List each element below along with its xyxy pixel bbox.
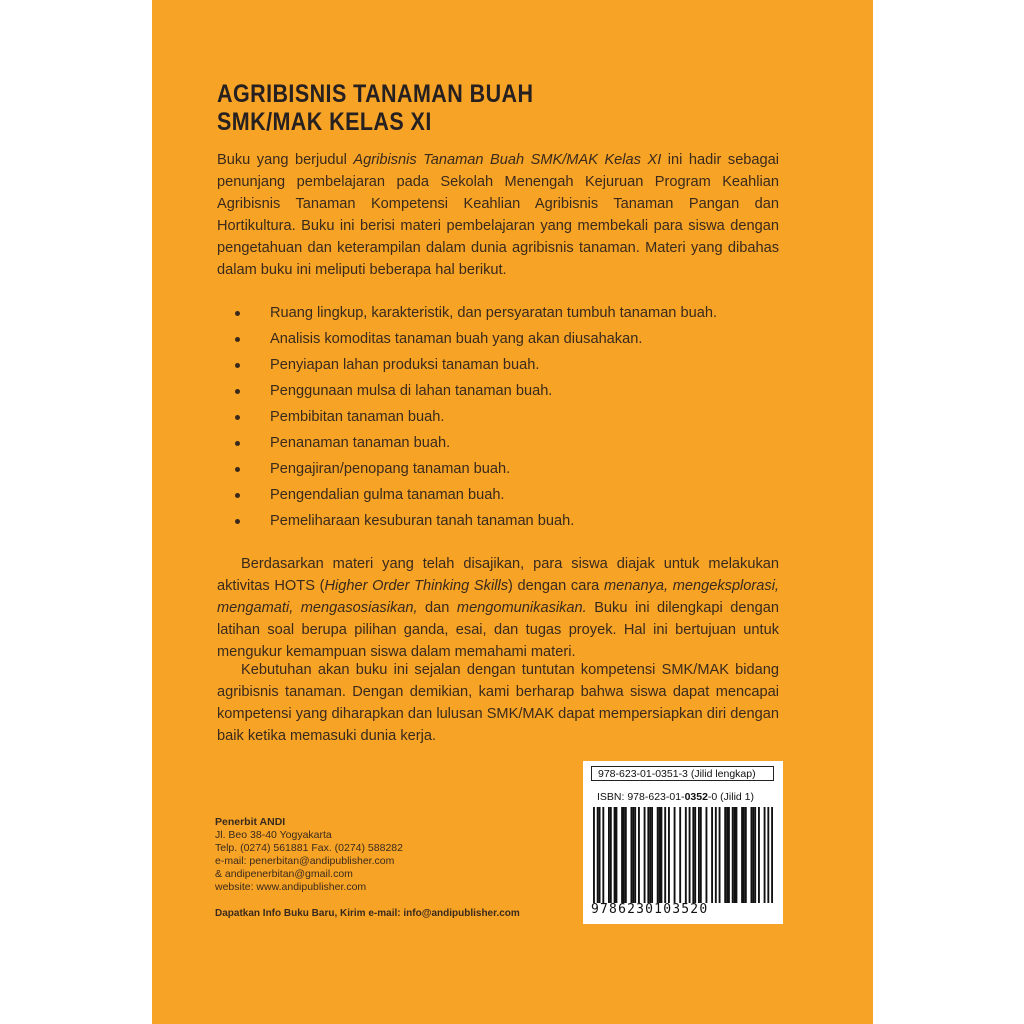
barcode-image xyxy=(593,807,773,903)
intro-paragraph xyxy=(217,149,779,281)
isbn-suffix: -0 (Jilid 1) xyxy=(707,791,755,803)
barcode-bar xyxy=(741,807,743,903)
hots-text-2: ) dengan cara xyxy=(508,578,604,594)
barcode-bar xyxy=(610,807,612,903)
barcode-bar xyxy=(657,807,659,903)
isbn-bold-part: 0352 xyxy=(684,791,708,803)
barcode-bar xyxy=(700,807,702,903)
hots-paragraph xyxy=(217,553,779,663)
hots-text-1: Berdasarkan materi yang telah disajikan, para siswa diajak untuk melakukan aktivitas HOTS ( xyxy=(217,556,779,594)
publisher-email-alt: & andipenerbitan@gmail.com xyxy=(215,868,353,880)
hots-text-3: dan xyxy=(417,600,457,616)
barcode-digits: 9786230103520 xyxy=(591,902,709,917)
barcode-bar xyxy=(644,807,646,903)
publisher-name: Penerbit ANDI xyxy=(215,816,286,828)
barcode-bar xyxy=(711,807,713,903)
intro-text-start: Buku yang berjudul xyxy=(217,152,354,168)
barcode-bar xyxy=(638,807,640,903)
publisher-address: Jl. Beo 38-40 Yogyakarta xyxy=(215,829,332,841)
topic-item: Pembibitan tanaman buah. xyxy=(233,404,773,430)
barcode-bar xyxy=(608,807,610,903)
barcode-bar xyxy=(743,807,745,903)
barcode-bar xyxy=(752,807,754,903)
barcode-bar xyxy=(745,807,747,903)
barcode-bar xyxy=(649,807,651,903)
info-line: Dapatkan Info Buku Baru, Kirim e-mail: info@andipublisher.com xyxy=(215,908,520,919)
barcode-bar xyxy=(597,807,599,903)
barcode-bar xyxy=(631,807,633,903)
book-title-line-1: AGRIBISNIS TANAMAN BUAH xyxy=(217,80,534,108)
topic-item: Penggunaan mulsa di lahan tanaman buah. xyxy=(233,378,773,404)
barcode-bar xyxy=(689,807,691,903)
barcode-bar xyxy=(647,807,649,903)
topic-item: Pengajiran/penopang tanaman buah. xyxy=(233,456,773,482)
barcode-bar xyxy=(621,807,623,903)
hots-italic-1: Higher Order Thinking Skills xyxy=(324,578,508,594)
topic-item: Penanaman tanaman buah. xyxy=(233,430,773,456)
barcode-bar xyxy=(694,807,696,903)
hots-text-4: Buku ini dilengkapi dengan latihan soal berupa pilihan ganda, esai, dan tugas proyek. Hal ini bertujuan untuk mengukur kemampuan siswa dalam memahami materi. xyxy=(217,600,779,660)
hots-italic-2: menanya, mengeksplorasi, mengamati, mengasosiasikan, xyxy=(217,578,779,616)
publisher-phone: Telp. (0274) 561881 Fax. (0274) 588282 xyxy=(215,842,403,854)
barcode-bar xyxy=(659,807,661,903)
topic-list xyxy=(233,300,773,534)
barcode-bar xyxy=(679,807,681,903)
book-title xyxy=(217,80,699,136)
topic-item: Pemeliharaan kesuburan tanah tanaman buah. xyxy=(233,508,773,534)
topic-item: Penyiapan lahan produksi tanaman buah. xyxy=(233,352,773,378)
barcode-bar xyxy=(758,807,760,903)
barcode-bar xyxy=(668,807,670,903)
barcode-bar xyxy=(674,807,676,903)
barcode-bar xyxy=(623,807,625,903)
barcode-bar xyxy=(616,807,618,903)
barcode-bar xyxy=(599,807,601,903)
isbn-volume-label xyxy=(597,791,754,803)
barcode-bar xyxy=(764,807,766,903)
barcode-bar xyxy=(593,807,595,903)
isbn-set-label: 978-623-01-0351-3 (Jilid lengkap) xyxy=(591,766,774,781)
intro-text-end: ini hadir sebagai penunjang pembelajaran pada Sekolah Menengah Kejuruan Program Keahlian Agribisnis Tanaman Kompetensi Keahlian Agribisnis Tanaman Pangan dan Hortikultura. Buku ini berisi materi pembelajaran yang membekali para siswa dengan pengetahuan dan keterampilan dalam dunia agribisnis tanaman. Materi yang dibahas dalam buku ini meliputi beberapa hal berikut. xyxy=(217,152,780,278)
barcode-bar xyxy=(754,807,756,903)
publisher-email: e-mail: penerbitan@andipublisher.com xyxy=(215,855,395,867)
barcode-bar xyxy=(771,807,773,903)
book-title-line-2: SMK/MAK KELAS XI xyxy=(217,108,432,136)
barcode-bar xyxy=(625,807,627,903)
barcode-bar xyxy=(614,807,616,903)
barcode-bar xyxy=(698,807,700,903)
barcode-bar xyxy=(728,807,730,903)
barcode-bar xyxy=(661,807,663,903)
hots-italic-3: mengomunikasikan. xyxy=(456,600,587,616)
barcode-bar xyxy=(724,807,726,903)
barcode-bar xyxy=(734,807,736,903)
publisher-block xyxy=(215,816,545,894)
topic-item: Analisis komoditas tanaman buah yang akan diusahakan. xyxy=(233,326,773,352)
barcode-bar xyxy=(602,807,604,903)
isbn-prefix: ISBN: 978-623-01- xyxy=(597,791,685,803)
barcode-bar xyxy=(732,807,734,903)
barcode-bar xyxy=(767,807,769,903)
barcode-bar xyxy=(664,807,666,903)
barcode-bar xyxy=(685,807,687,903)
barcode-bar xyxy=(726,807,728,903)
barcode-bar xyxy=(751,807,753,903)
barcode-bar xyxy=(706,807,708,903)
barcode-bar xyxy=(715,807,717,903)
barcode-bar xyxy=(692,807,694,903)
publisher-website: website: www.andipublisher.com xyxy=(215,881,367,893)
topic-item: Pengendalian gulma tanaman buah. xyxy=(233,482,773,508)
closing-paragraph: Kebutuhan akan buku ini sejalan dengan tuntutan kompetensi SMK/MAK bidang agribisnis tanaman. Dengan demikian, kami berharap bahwa siswa dapat mencapai kompetensi yang diharapkan dan lulusan SMK/MAK dapat mempersiapkan diri dengan baik ketika memasuki dunia kerja. xyxy=(217,662,779,744)
barcode-bar xyxy=(651,807,653,903)
barcode-bar xyxy=(736,807,738,903)
isbn-box xyxy=(583,761,783,924)
barcode-bar xyxy=(632,807,634,903)
barcode-bar xyxy=(634,807,636,903)
intro-book-title: Agribisnis Tanaman Buah SMK/MAK Kelas XI xyxy=(353,152,662,168)
barcode-bar xyxy=(719,807,721,903)
topic-item: Ruang lingkup, karakteristik, dan persyaratan tumbuh tanaman buah. xyxy=(233,300,773,326)
